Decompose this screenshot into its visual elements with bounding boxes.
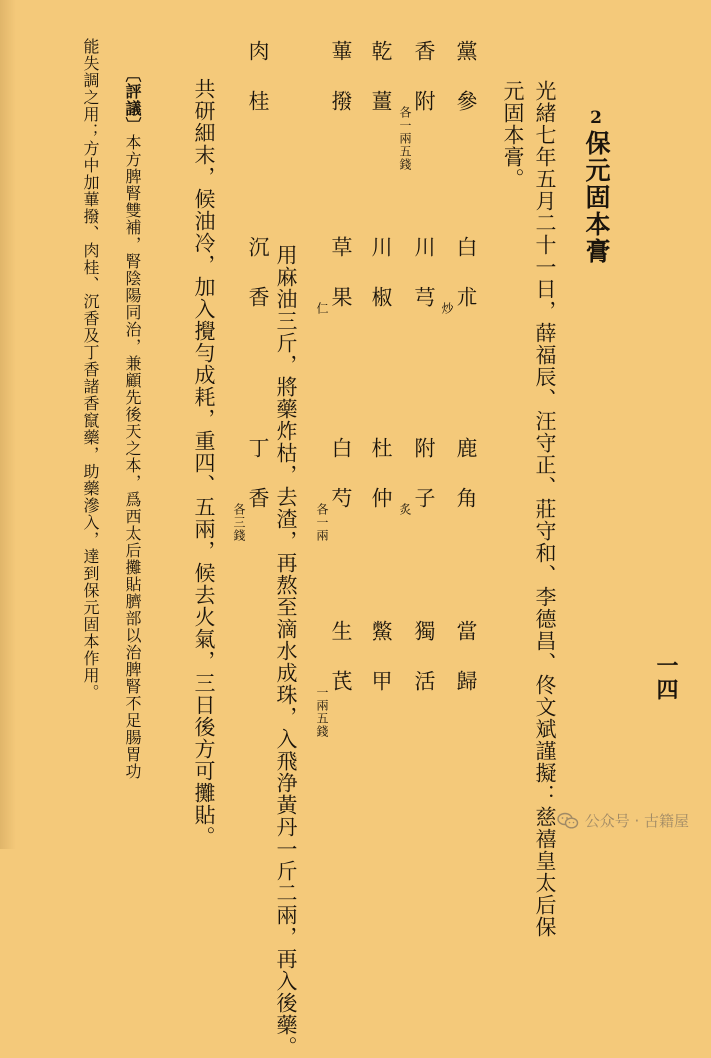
watermark (557, 810, 689, 831)
wechat-icon (557, 812, 579, 830)
herb-name: 附 子 (412, 437, 436, 512)
page-title (584, 108, 609, 265)
herb-name: 乾 薑 (369, 40, 393, 115)
method-line-2: 共研細末，候油冷，加入攪勻成耗，重四、五兩，候去火氣，三日後方可攤貼。 (192, 78, 216, 848)
herb-name: 川 椒 (369, 236, 393, 311)
herb-name: 香 附 (412, 40, 436, 115)
commentary-line-1 (124, 66, 140, 780)
herb-name: 鹿 角 (454, 437, 478, 512)
commentary-label: 〔評議〕 (123, 66, 142, 134)
herb-dose: 各三錢 (232, 503, 246, 542)
herb-dose: 仁 (315, 302, 329, 315)
herb-name: 當 歸 (454, 620, 478, 695)
herb-name: 肉 桂 (246, 40, 270, 115)
herb-name: 白 芍 (329, 437, 353, 512)
herb-dose: 炒 (440, 302, 454, 315)
intro-line-1: 光緒七年五月二十一日，薛福辰、汪守正、莊守和、李德昌、佟文斌謹擬：慈禧皇太后保 (533, 80, 557, 938)
herb-name: 黨 參 (454, 40, 478, 115)
herb-dose: 各一兩五錢 (398, 106, 412, 171)
herb-name: 杜 仲 (369, 437, 393, 512)
herb-name: 川 芎 (412, 236, 436, 311)
title-text: 保元固本膏 (582, 130, 611, 265)
herb-dose: 一兩五錢 (315, 686, 329, 738)
herb-name: 獨 活 (412, 620, 436, 695)
herb-name: 丁 香 (246, 437, 270, 512)
herb-name: 白 朮 (454, 236, 478, 311)
herb-name: 生 芪 (329, 620, 353, 695)
herb-name: 蓽 撥 (329, 40, 353, 115)
method-line-1: 用麻油三斤，將藥炸枯，去渣，再熬至滴水成珠，入飛浄黃丹一斤二兩，再入後藥。 (274, 244, 298, 1058)
herb-name: 沉 香 (246, 236, 270, 311)
intro-line-2: 元固本膏。 (501, 80, 525, 190)
watermark-text: 公众号 · 古籍屋 (584, 812, 689, 830)
page-edge (0, 0, 16, 849)
herb-name: 草 果 (329, 236, 353, 311)
commentary-text-1: 本方脾腎雙補，腎陰陽同治，兼顧先後天之本，爲西太后攤貼臍部以治脾腎不足腸胃功 (123, 134, 142, 780)
commentary-line-2: 能失調之用；方中加蓽撥、肉桂、沉香及丁香諸香竄藥，助藥滲入，達到保元固本作用。 (81, 38, 100, 701)
herb-name: 鱉 甲 (369, 620, 393, 695)
herb-dose: 炙 (398, 503, 412, 516)
section-number: 2 (586, 108, 606, 130)
page-number: 一四 (653, 654, 679, 702)
herb-dose: 各一兩 (315, 503, 329, 542)
